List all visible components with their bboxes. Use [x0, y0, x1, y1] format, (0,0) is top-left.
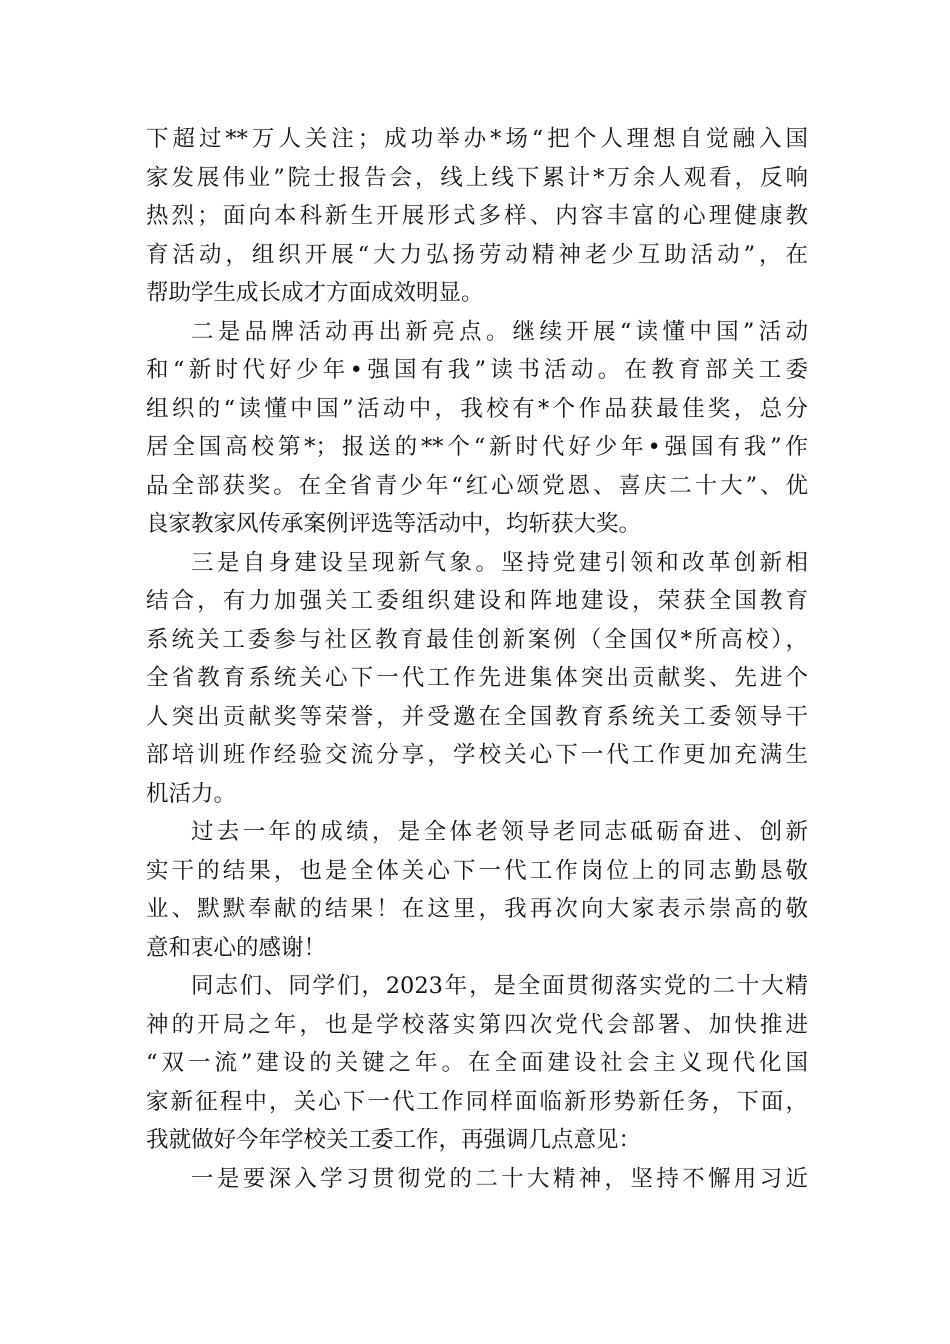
- paragraph-first-line: 过去一年的成绩，是全体老领导老同志砥砺奋进、创新: [191, 819, 808, 845]
- text-line: 品全部获奖。在全省青少年“红心颂党恩、喜庆二十大”、优: [146, 472, 808, 499]
- text-line: 家发展伟业”院士报告会，线上线下累计*万余人观看，反响: [146, 164, 808, 191]
- text-line: 结合，有力加强关工委组织建设和阵地建设，荣获全国教育: [146, 588, 808, 614]
- text-line: 意和衷心的感谢！: [146, 934, 327, 961]
- paragraph-first-line: 一是要深入学习贯彻党的二十大精神，坚持不懈用习近: [191, 1165, 808, 1192]
- text-line: 系统关工委参与社区教育最佳创新案例（全国仅*所高校），: [146, 626, 808, 653]
- text-line: 家新征程中，关心下一代工作同样面临新形势新任务，下面，: [146, 1088, 808, 1115]
- text-line: 下超过**万人关注；成功举办*场“把个人理想自觉融入国: [146, 126, 808, 152]
- text-line: 业、默默奉献的结果！在这里，我再次向大家表示崇高的敬: [146, 896, 808, 922]
- paragraph-first-line: 同志们、同学们，2023年，是全面贯彻落实党的二十大精: [191, 973, 808, 999]
- text-line: 机活力。: [146, 780, 237, 807]
- text-line: 部培训班作经验交流分享，学校关心下一代工作更加充满生: [146, 742, 808, 768]
- text-line: 帮助学生成长成才方面成效明显。: [146, 280, 484, 306]
- paragraph-first-line: 二是品牌活动再出新亮点。继续开展“读懂中国”活动: [191, 318, 808, 345]
- text-line: 居全国高校第*；报送的**个“新时代好少年•强国有我”作: [146, 434, 808, 460]
- text-line: 组织的“读懂中国”活动中，我校有*个作品获最佳奖，总分: [146, 395, 808, 422]
- text-line: 实干的结果，也是全体关心下一代工作岗位上的同志勤恳敬: [146, 857, 808, 884]
- paragraph-first-line: 三是自身建设呈现新气象。坚持党建引领和改革创新相: [191, 549, 808, 576]
- body-text: [146, 120, 808, 1198]
- text-line: 我就做好今年学校关工委工作，再强调几点意见：: [146, 1127, 642, 1153]
- text-line: 人突出贡献奖等荣誉，并受邀在全国教育系统关工委领导干: [146, 703, 808, 730]
- text-line: 育活动，组织开展“大力弘扬劳动精神老少互助活动”，在: [146, 241, 808, 268]
- text-line: 良家教家风传承案例评选等活动中，均斩获大奖。: [146, 511, 642, 537]
- text-line: 热烈；面向本科新生开展形式多样、内容丰富的心理健康教: [146, 203, 808, 229]
- text-line: 全省教育系统关心下一代工作先进集体突出贡献奖、先进个: [146, 665, 808, 691]
- text-line: 和“新时代好少年•强国有我”读书活动。在教育部关工委: [146, 357, 808, 383]
- text-line: 神的开局之年，也是学校落实第四次党代会部署、加快推进: [146, 1011, 808, 1038]
- text-line: “双一流”建设的关键之年。在全面建设社会主义现代化国: [146, 1050, 808, 1076]
